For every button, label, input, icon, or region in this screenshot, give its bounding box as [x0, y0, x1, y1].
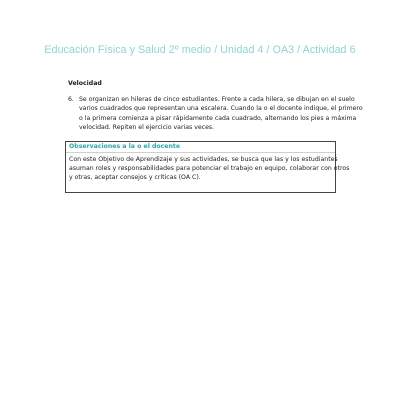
observations-line: y otras, aceptar consejos y críticas (OA C).: [69, 173, 201, 181]
observations-text: [69, 156, 350, 182]
activity-line: Se organizan en hileras de cinco estudiantes. Frente a cada hilera, se dibujan en el suelo: [79, 96, 355, 103]
activity-number: 6.: [68, 96, 74, 103]
observations-header: [66, 142, 335, 153]
section-heading: Velocidad: [68, 80, 102, 87]
activity-line: velocidad. Repiten el ejercicio varias veces.: [79, 124, 215, 132]
observations-title: Observaciones a la o el docente: [69, 143, 181, 150]
page-title: Educación Física y Salud 2º medio / Unidad 4 / OA3 / Actividad 6: [44, 44, 356, 56]
teacher-observations-box: [65, 141, 350, 193]
activity-line: o la primera comienza a pisar rápidamente cada cuadrado, alternando los pies a máxima: [79, 114, 357, 122]
observations-line: asuman roles y responsabilidades para potenciar el trabajo en equipo, colaborar con otros: [69, 164, 350, 172]
activity-line: varios cuadrados que representan una escalera. Cuando la o el docente indique, el primero: [79, 105, 363, 113]
activity-description: [79, 95, 363, 133]
observations-line: Con este Objetivo de Aprendizaje y sus actividades, se busca que las y los estudiantes: [69, 156, 338, 163]
